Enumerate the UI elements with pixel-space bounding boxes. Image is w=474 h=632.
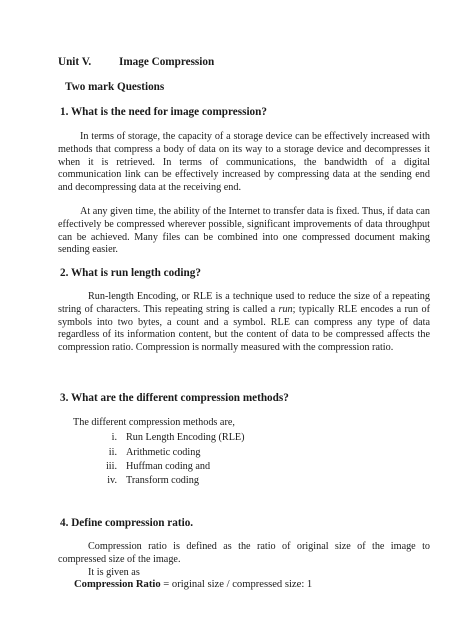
- list-item-text: Huffman coding and: [126, 461, 211, 472]
- question-2-heading: 2. What is run length coding?: [60, 267, 201, 279]
- list-item-text: Arithmetic coding: [126, 447, 201, 458]
- list-item-number: iv.: [107, 475, 117, 486]
- q1-para2-text: At any given time, the ability of the Internet to transfer data is fixed. Thus, if data can effectively be compressed wherever possible, significant improvements of data throughput can be achieved. Many files can be combined into one compressed document making sending easier.: [58, 206, 430, 256]
- question-3-heading: 3. What are the different compression methods?: [60, 392, 289, 404]
- question-3-intro: The different compression methods are,: [73, 417, 235, 428]
- q2-para-text-b: ; typically RLE encodes a run of symbols into two bytes, a count and a symbol. RLE can compress any type of data regardless of its information content, but the content of data to be compressed affects the compression ratio. Compression is normally measured with the compression ratio.: [58, 303, 430, 354]
- section-title: Two mark Questions: [65, 81, 165, 93]
- formula-text: = original size / compressed size: 1: [160, 579, 313, 590]
- question-4-heading: 4. Define compression ratio.: [60, 517, 194, 529]
- page-title: Image Compression: [119, 56, 215, 68]
- unit-label: Unit V.: [58, 56, 92, 68]
- formula-label: Compression Ratio: [74, 579, 161, 590]
- q2-para-italic: run: [278, 303, 293, 315]
- q2-para-text-a: Run-length Encoding, or RLE is a technique used to reduce the size of a repeating string of characters. This repeating string is called a: [58, 291, 430, 315]
- list-item-number: iii.: [105, 461, 117, 472]
- question-4-given: It is given as: [88, 567, 140, 578]
- question-1-heading: 1. What is the need for image compression?: [60, 106, 267, 118]
- list-item-text: Run Length Encoding (RLE): [126, 432, 245, 443]
- compression-ratio-formula: [74, 579, 312, 590]
- list-item-number: i.: [111, 432, 117, 443]
- question-4-paragraph: [58, 541, 430, 567]
- question-1-paragraph-1: [58, 131, 430, 195]
- question-1-paragraph-2: [58, 206, 430, 257]
- q4-para-text: Compression ratio is defined as the ratio of original size of the image to compressed size of the image.: [58, 541, 430, 565]
- q1-para1-text: In terms of storage, the capacity of a storage device can be effectively increased with methods that compress a body of data on its way to a storage device and decompresses it when it is retrieved. In terms of communications, the bandwidth of a digital communication link can be effectively increased by compressing data at the sending end and decompressing data at the receiving end.: [58, 131, 430, 194]
- question-2-paragraph: [58, 291, 430, 355]
- list-item-number: ii.: [108, 447, 117, 458]
- list-item-text: Transform coding: [126, 475, 199, 486]
